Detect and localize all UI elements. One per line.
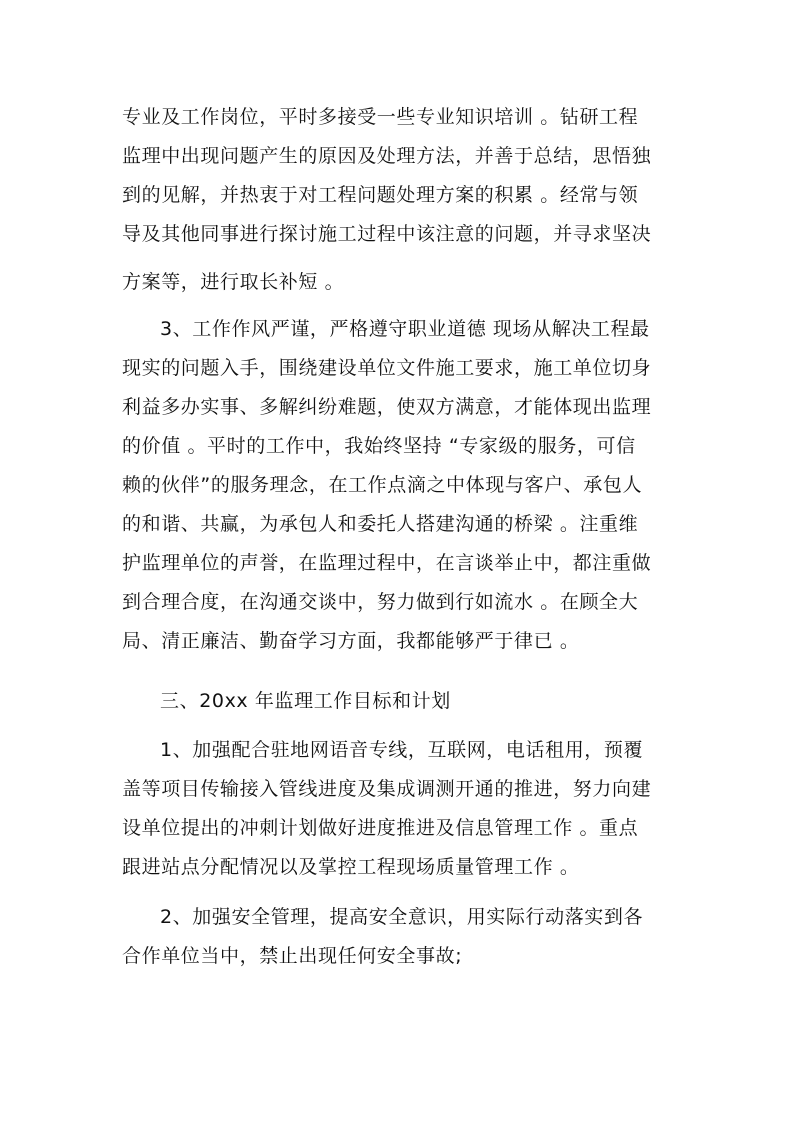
text-line: 现实的问题入手，围绕建设单位文件施工要求，施工单位切身: [122, 357, 652, 379]
text-line: 利益多办实事、多解纠纷难题，使双方满意，才能体现出监理: [122, 396, 652, 418]
text-line: 盖等项目传输接入管线进度及集成调测开通的推进，努力向建: [122, 778, 652, 800]
text-line: 2、加强安全管理，提高安全意识，用实际行动落实到各: [160, 906, 644, 928]
text-line: 方案等，进行取长补短 。: [122, 271, 345, 293]
text-line: 赖的伙伴”的服务理念，在工作点滴之中体现与客户、承包人: [122, 474, 643, 496]
text-line: 到的见解，并热衷于对工程问题处理方案的积累 。经常与领: [122, 184, 639, 206]
text-line: 专业及工作岗位，平时多接受一些专业知识培训 。钻研工程: [122, 106, 639, 128]
text-line: 的和谐、共赢，为承包人和委托人搭建沟通的桥梁 。注重维: [122, 513, 639, 535]
text-line: 导及其他同事进行探讨施工过程中该注意的问题，并寻求坚决: [122, 223, 652, 245]
text-line: 到合理合度，在沟通交谈中，努力做到行如流水 。在顾全大: [122, 591, 639, 613]
text-line: 护监理单位的声誉，在监理过程中，在言谈举止中，都注重做: [122, 552, 652, 574]
text-line: 3、工作作风严谨，严格遵守职业道德 现场从解决工程最: [160, 318, 650, 340]
text-line: 跟进站点分配情况以及掌控工程现场质量管理工作 。: [122, 856, 580, 878]
text-line: 局、清正廉洁、勤奋学习方面，我都能够严于律已 。: [122, 630, 580, 652]
text-line: 1、加强配合驻地网语音专线，互联网，电话租用，预覆: [160, 739, 644, 761]
text-line: 的价值 。平时的工作中，我始终坚持 “专家级的服务，可信: [122, 435, 636, 457]
text-line: 合作单位当中，禁止出现任何安全事故;: [122, 945, 463, 967]
text-line: 设单位提出的冲刺计划做好进度推进及信息管理工作 。重点: [122, 817, 639, 839]
section-heading: 三、20xx 年监理工作目标和计划: [160, 690, 451, 712]
text-line: 监理中出现问题产生的原因及处理方法，并善于总结，思悟独: [122, 145, 652, 167]
